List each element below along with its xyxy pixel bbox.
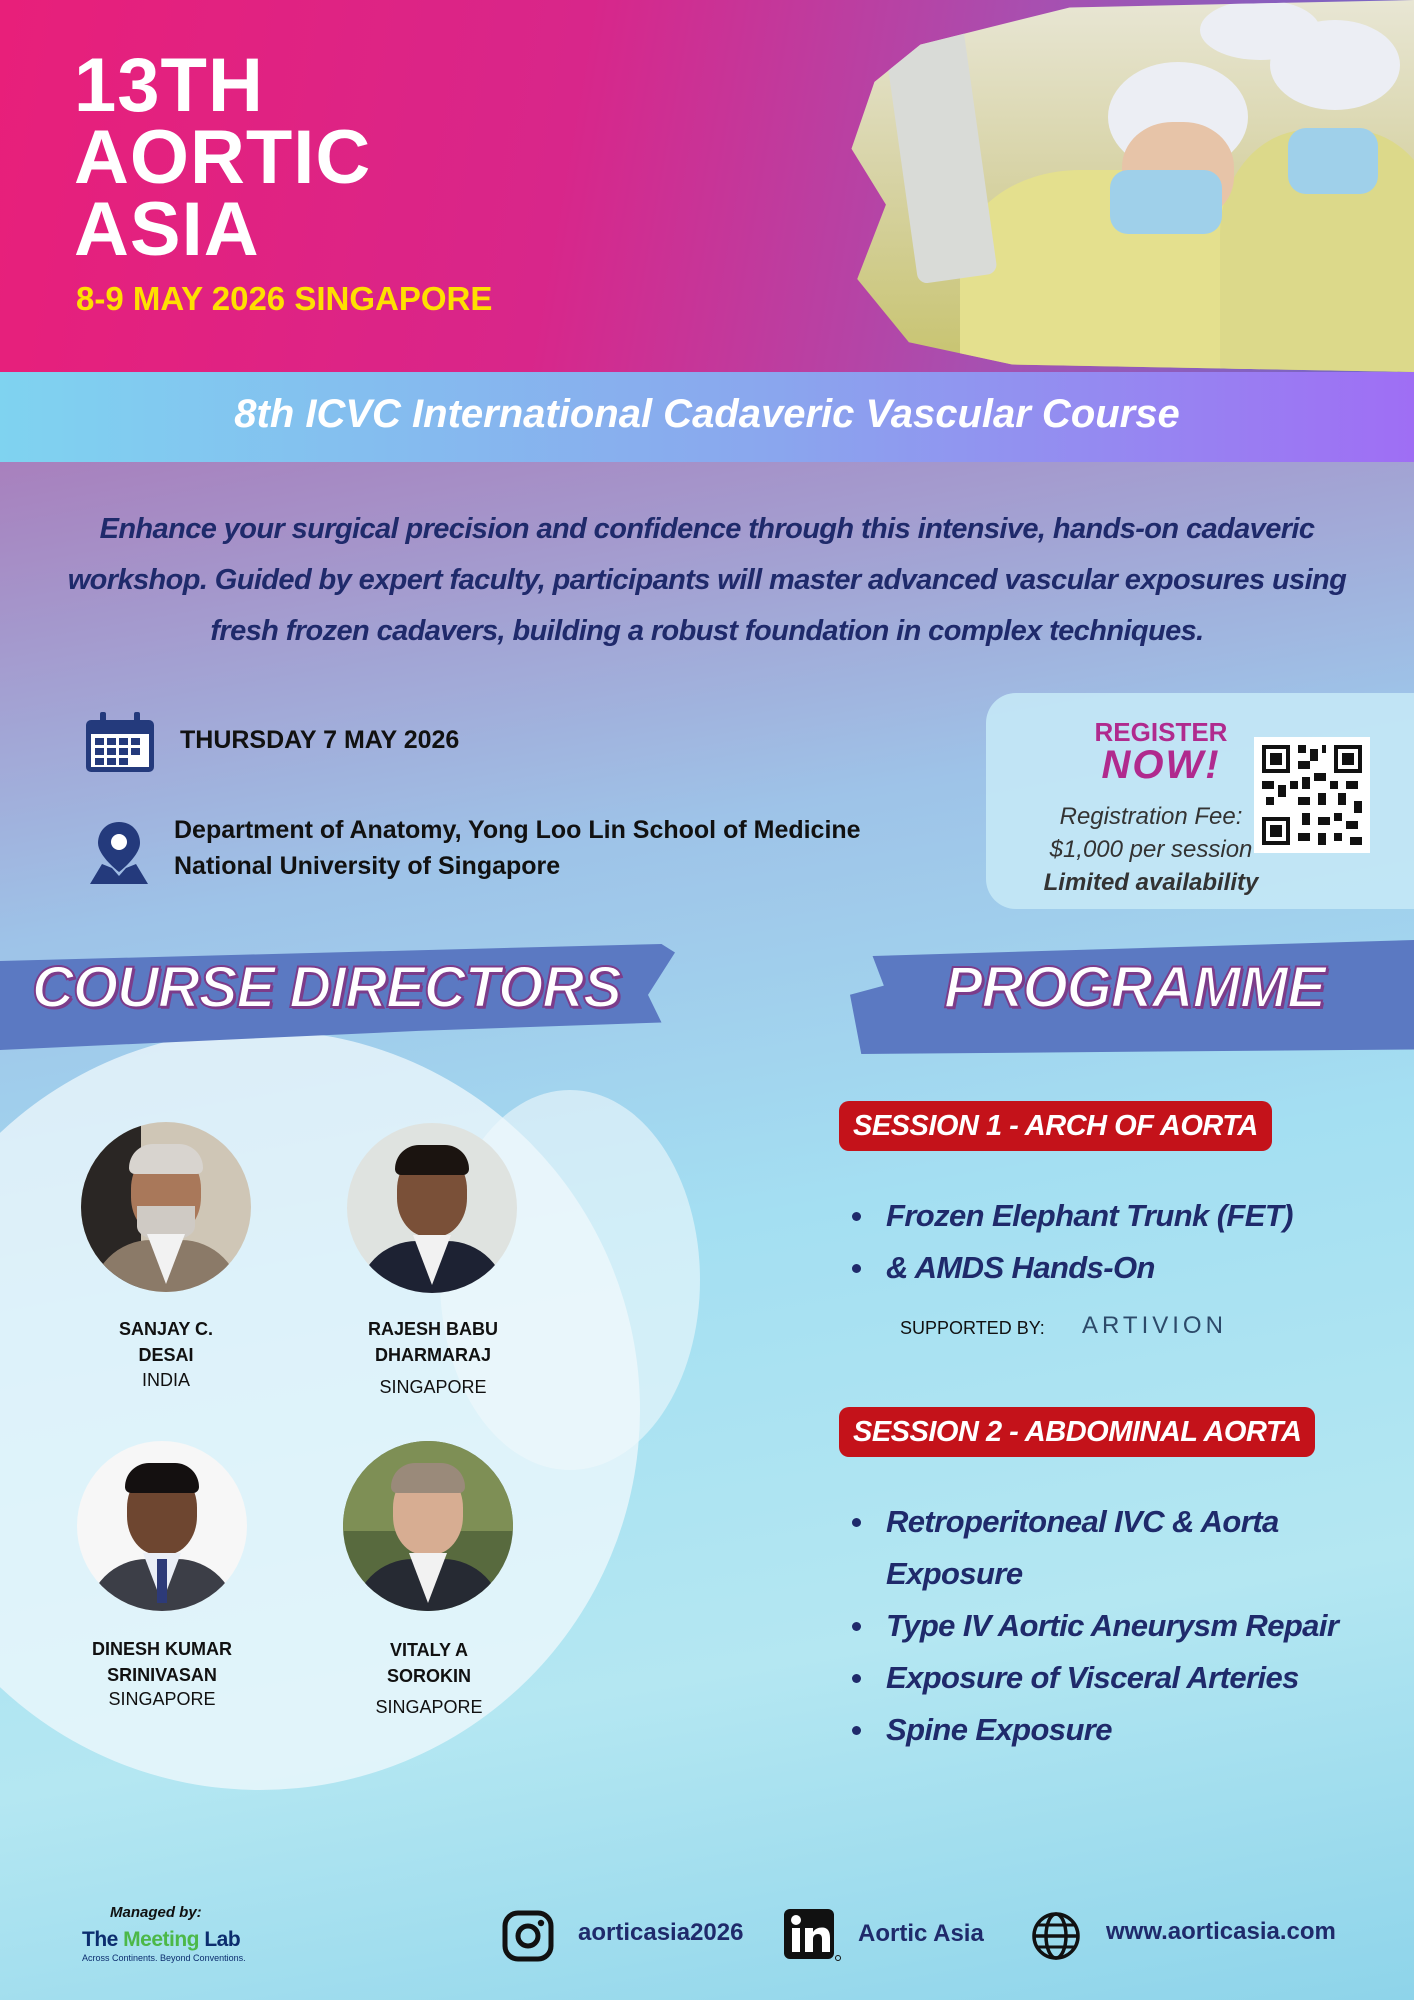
course-title-bar — [0, 372, 1414, 462]
event-dates: 8-9 MAY 2026 SINGAPORE — [76, 280, 493, 317]
availability-note: Limited availability — [1043, 869, 1259, 896]
session-1-item: Frozen Elephant Trunk (FET) — [886, 1190, 1293, 1242]
registration-box[interactable] — [986, 693, 1414, 909]
supported-by-label: SUPPORTED BY: — [900, 1318, 1045, 1338]
intro-text: Enhance your surgical precision and confidence through this intensive, hands-on cadaveric workshop. Guided by expert faculty, participants will master advanced vascular exposures using fresh frozen cadavers, building a robust foundation in complex techniques. — [67, 513, 1347, 647]
session-2-item: Spine Exposure — [886, 1704, 1112, 1756]
meeting-lab-tagline: Across Continents. Beyond Conventions. — [82, 1953, 246, 1963]
session-2-item-continued: Exposure — [886, 1556, 1023, 1591]
event-date: THURSDAY 7 MAY 2026 — [180, 726, 460, 754]
session-1-item-continued: & AMDS Hands-On — [886, 1242, 1155, 1294]
sponsor-logo: ARTIVION — [1082, 1312, 1227, 1339]
instagram-handle[interactable]: aorticasia2026 — [578, 1919, 744, 1946]
session-2-item: Retroperitoneal IVC & Aorta — [886, 1496, 1279, 1548]
director-country: SINGAPORE — [375, 1697, 483, 1717]
fee-label: Registration Fee: — [1059, 803, 1243, 830]
session-1-title: SESSION 1 - ARCH OF AORTA — [839, 1101, 1272, 1151]
surgical-cap — [1200, 0, 1320, 60]
calendar-icon — [84, 712, 156, 774]
linkedin-icon[interactable] — [784, 1909, 842, 1963]
managed-by-label: Managed by: — [110, 1904, 202, 1921]
venue: Department of Anatomy, Yong Loo Lin School of Medicine National University of Singapore — [174, 816, 861, 880]
director-name: DINESH KUMAR SRINIVASAN — [91, 1639, 232, 1685]
surgical-mask — [1288, 128, 1378, 194]
event-title: 13TH AORTIC ASIA — [74, 43, 372, 272]
programme-heading: PROGRAMME — [944, 955, 1325, 1020]
surgeons-photo — [840, 0, 1414, 372]
director-name: VITALY A SOROKIN — [386, 1640, 471, 1686]
surgical-mask — [1110, 170, 1222, 234]
session-2-item: Exposure of Visceral Arteries — [886, 1652, 1299, 1704]
linkedin-name[interactable]: Aortic Asia — [858, 1920, 984, 1947]
fee-amount: $1,000 per session — [1049, 836, 1253, 863]
director-country: SINGAPORE — [379, 1377, 487, 1397]
website-link[interactable]: www.aorticasia.com — [1106, 1918, 1336, 1945]
course-directors-heading: COURSE DIRECTORS — [32, 955, 621, 1020]
session-2-title: SESSION 2 - ABDOMINAL AORTA — [839, 1407, 1315, 1457]
course-title: 8th ICVC International Cadaveric Vascular Course — [234, 392, 1180, 436]
session-2-item: Type IV Aortic Aneurysm Repair — [886, 1600, 1338, 1652]
avatar-sanjay-desai — [81, 1122, 251, 1292]
director-name: SANJAY C. DESAI — [118, 1319, 214, 1365]
director-country: INDIA — [141, 1370, 190, 1390]
avatar-rajesh-dharmaraj — [347, 1123, 517, 1293]
register-now: NOW! — [1101, 743, 1221, 787]
director-country: SINGAPORE — [108, 1689, 216, 1709]
instagram-icon[interactable] — [502, 1910, 554, 1962]
globe-icon[interactable] — [1030, 1910, 1082, 1962]
header-banner — [0, 0, 1414, 372]
avatar-vitaly-sorokin — [343, 1441, 513, 1611]
avatar-dinesh-srinivasan — [77, 1441, 247, 1611]
equipment-arm — [882, 16, 997, 285]
qr-code-icon[interactable] — [1254, 737, 1370, 853]
director-name: RAJESH BABU DHARMARAJ — [367, 1319, 499, 1365]
meeting-lab-logo: The Meeting Lab — [82, 1928, 241, 1951]
location-pin-icon — [84, 818, 154, 888]
register-heading: REGISTER — [1094, 717, 1228, 747]
